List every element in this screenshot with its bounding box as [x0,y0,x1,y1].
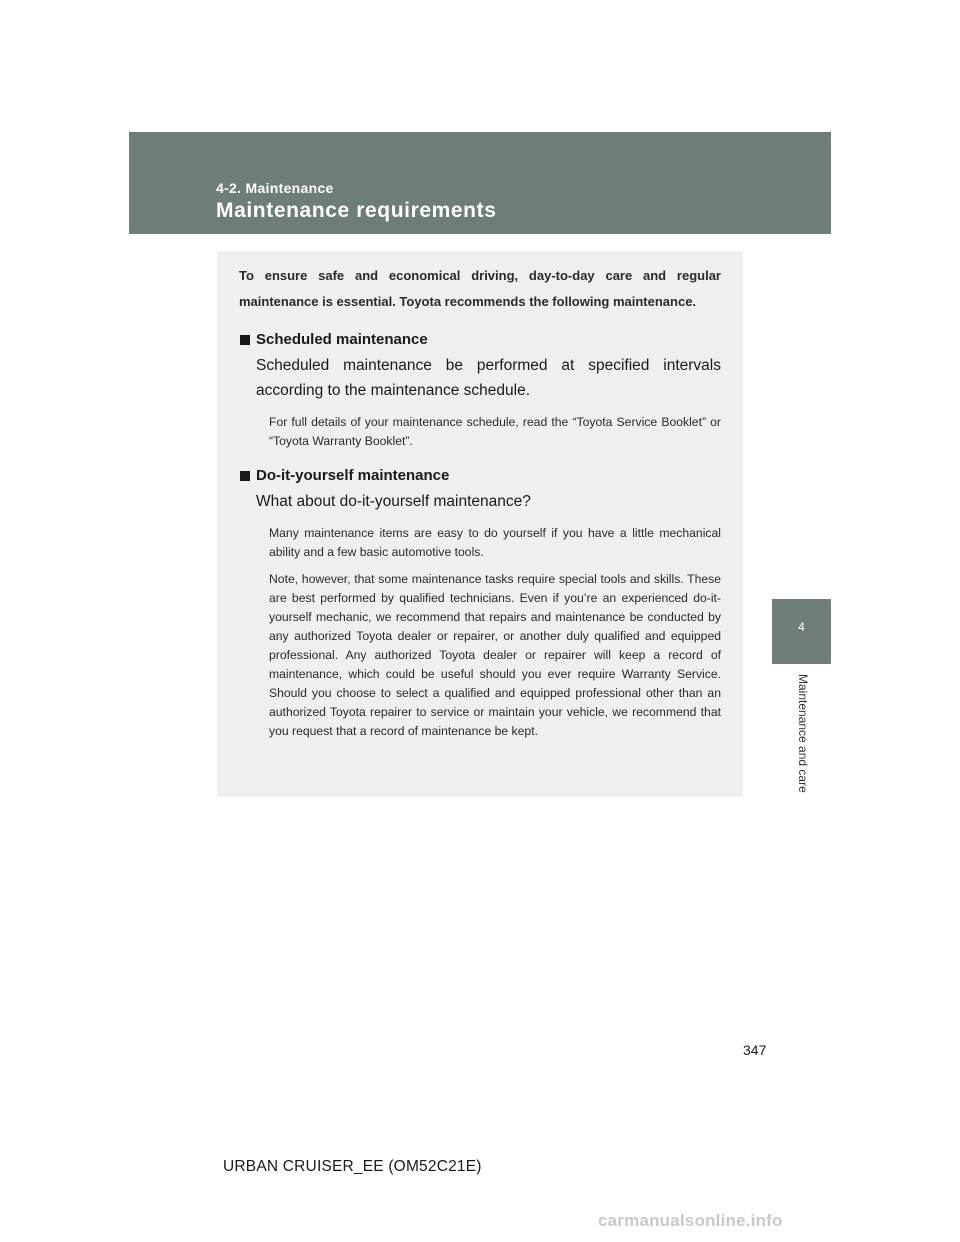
topic-heading-text: Scheduled maintenance [256,331,428,348]
topic-note-text: For full details of your maintenance schedule, read the “Toyota Service Booklet” or “Toyota Warranty Booklet”. [269,415,721,448]
topic-heading [239,465,721,487]
topic-note-text: Note, however, that some maintenance tasks require special tools and skills. These are best performed by qualified technicians. Even if you’re an experienced do-it-yourself mechanic, we recommend that repairs and maintenance be conducted by any authorized Toyota dealer or repairer, or another duly qualified and equipped professional. Any authorized Toyota dealer or repairer will keep a record of maintenance, which could be useful should you ever require Warranty Service. Should you choose to select a qualified and equipped professional other than an authorized Toyota repairer to service or maintain your vehicle, we recommend that you request that a record of maintenance be kept. [269,572,721,738]
intro-text: To ensure safe and economical driving, day-to-day care and regular maintenance is essential. Toyota recommends the following maintenance. [239,268,721,309]
topic-lead-text: Scheduled maintenance be performed at specified intervals according to the maintenance schedule. [256,357,721,399]
document-code: URBAN CRUISER_EE (OM52C21E) [223,1158,482,1175]
chapter-side-label: Maintenance and care [796,674,810,793]
chapter-header-band [129,132,831,234]
topic-note-text: Many maintenance items are easy to do yourself if you have a little mechanical ability and a few basic automotive tools. [269,526,721,559]
topic-lead-text: What about do-it-yourself maintenance? [256,493,531,510]
page-title: Maintenance requirements [216,199,497,222]
chapter-side-tab[interactable] [772,599,831,664]
topic-scheduled-maintenance [239,329,721,451]
content-box [217,251,743,797]
topic-diy-maintenance [239,465,721,741]
topic-heading-text: Do-it-yourself maintenance [256,467,450,484]
topic-heading [239,329,721,351]
section-label: 4-2. Maintenance [216,180,334,196]
square-bullet-icon [240,335,250,345]
square-bullet-icon [240,471,250,481]
page-number: 347 [743,1042,767,1058]
watermark-text: carmanualsonline.info [598,1211,783,1230]
chapter-number: 4 [798,620,805,634]
